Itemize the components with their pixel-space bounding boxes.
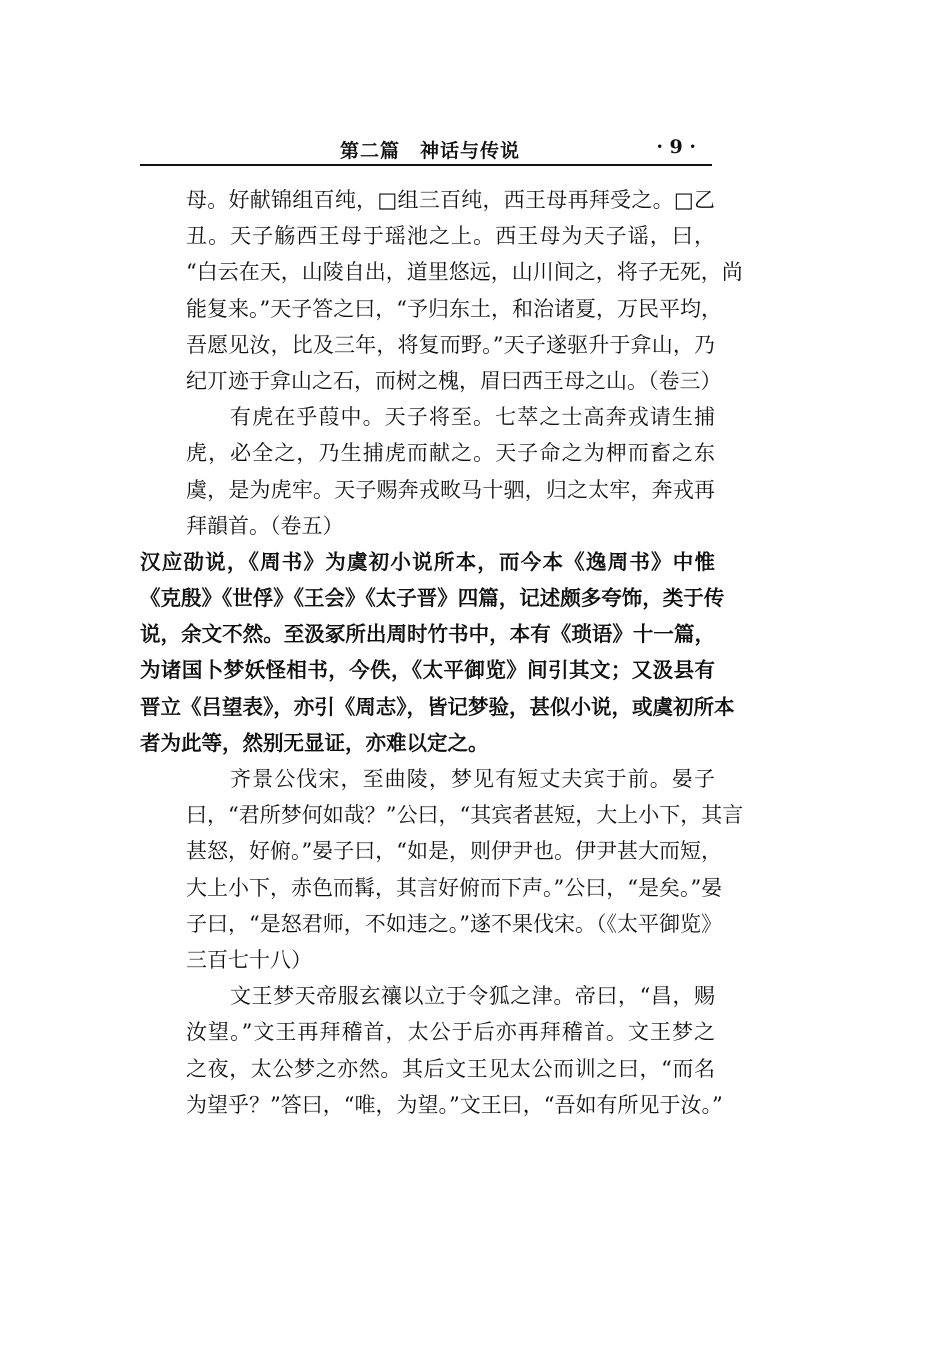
text-line: 说，余文不然。至汲冢所出周时竹书中，本有《琐语》十一篇， bbox=[140, 622, 715, 647]
page-body bbox=[140, 182, 744, 1123]
text-line: 晋立《吕望表》，亦引《周志》，皆记梦验，甚似小说，或虞初所本 bbox=[140, 694, 735, 719]
text-line: 甚怒，好俯。”晏子曰，“如是，则伊尹也。伊尹甚大而短， bbox=[186, 839, 722, 864]
text-line: 大上小下，赤色而髯，其言好俯而下声。”公曰，“是矣。”晏 bbox=[186, 875, 723, 900]
text-line: 三百七十八） bbox=[186, 947, 312, 972]
running-header bbox=[140, 132, 712, 162]
text-line: 《克殷》《世俘》《王会》《太子晋》四篇，记述颇多夸饰，类于传 bbox=[140, 586, 725, 611]
text-line: 者为此等，然别无显证，亦难以定之。 bbox=[140, 730, 489, 755]
text-line: 汉应劭说，《周书》为虞初小说所本，而今本《逸周书》中惟 bbox=[140, 549, 715, 574]
quoted-passage bbox=[140, 182, 743, 544]
text-line: “白云在天，山陵自出，道里悠远，山川间之，将子无死，尚 bbox=[186, 260, 743, 285]
text-line: 能复来。”天子答之曰，“予归东土，和治诸夏，万民平均， bbox=[186, 296, 722, 321]
text-line: 吾愿见汝，比及三年，将复而野。”天子遂驱升于弇山，乃 bbox=[186, 332, 715, 357]
text-line: 丑。天子觞西王母于瑶池之上。西王母为天子谣，曰， bbox=[186, 224, 715, 249]
text-line: 虞，是为虎牢。天子赐奔戎畋马十驷，归之太牢，奔戎再 bbox=[186, 477, 715, 502]
header-rule bbox=[140, 164, 712, 166]
text-line: 为诸国卜梦妖怪相书，今佚，《太平御览》间引其文；又汲县有 bbox=[140, 658, 715, 683]
text-line: 曰，“君所梦何如哉？”公曰，“其宾者甚短，大上小下，其言 bbox=[186, 803, 744, 828]
text-line: 纪丌迹于弇山之石，而树之槐，眉曰西王母之山。（卷三） bbox=[186, 368, 722, 393]
text-line: 齐景公伐宋，至曲陵，梦见有短丈夫宾于前。晏子 bbox=[230, 767, 715, 791]
header-page-number: · 9 · bbox=[656, 136, 696, 158]
text-line: 虎，必全之，乃生捕虎而献之。天子命之为柙而畜之东 bbox=[186, 441, 715, 466]
text-line: 拜韻首。（卷五） bbox=[186, 513, 344, 538]
text-line: 母。好献锦组百纯，□组三百纯，西王母再拜受之。□乙 bbox=[186, 188, 715, 212]
text-line: 子曰，“是怒君师，不如违之。”遂不果伐宋。（《太平御览》 bbox=[186, 911, 722, 936]
main-paragraph bbox=[140, 544, 735, 761]
text-line: 汝望。”文王再拜稽首，太公于后亦再拜稽首。文王梦之 bbox=[186, 1020, 715, 1045]
text-line: 之夜，太公梦之亦然。其后文王见太公而训之曰，“而名 bbox=[186, 1056, 715, 1081]
text-line: 有虎在乎葭中。天子将至。七萃之士高奔戎请生捕 bbox=[230, 405, 715, 430]
text-line: 文王梦天帝服玄禳以立于令狐之津。帝曰，“昌，赐 bbox=[230, 984, 715, 1009]
quoted-passage bbox=[140, 761, 744, 1123]
header-chapter-title: 第二篇 神话与传说 bbox=[340, 140, 521, 162]
text-line: 为望乎？”答曰，“唯，为望。”文王曰，“吾如有所见于汝。” bbox=[186, 1092, 723, 1117]
